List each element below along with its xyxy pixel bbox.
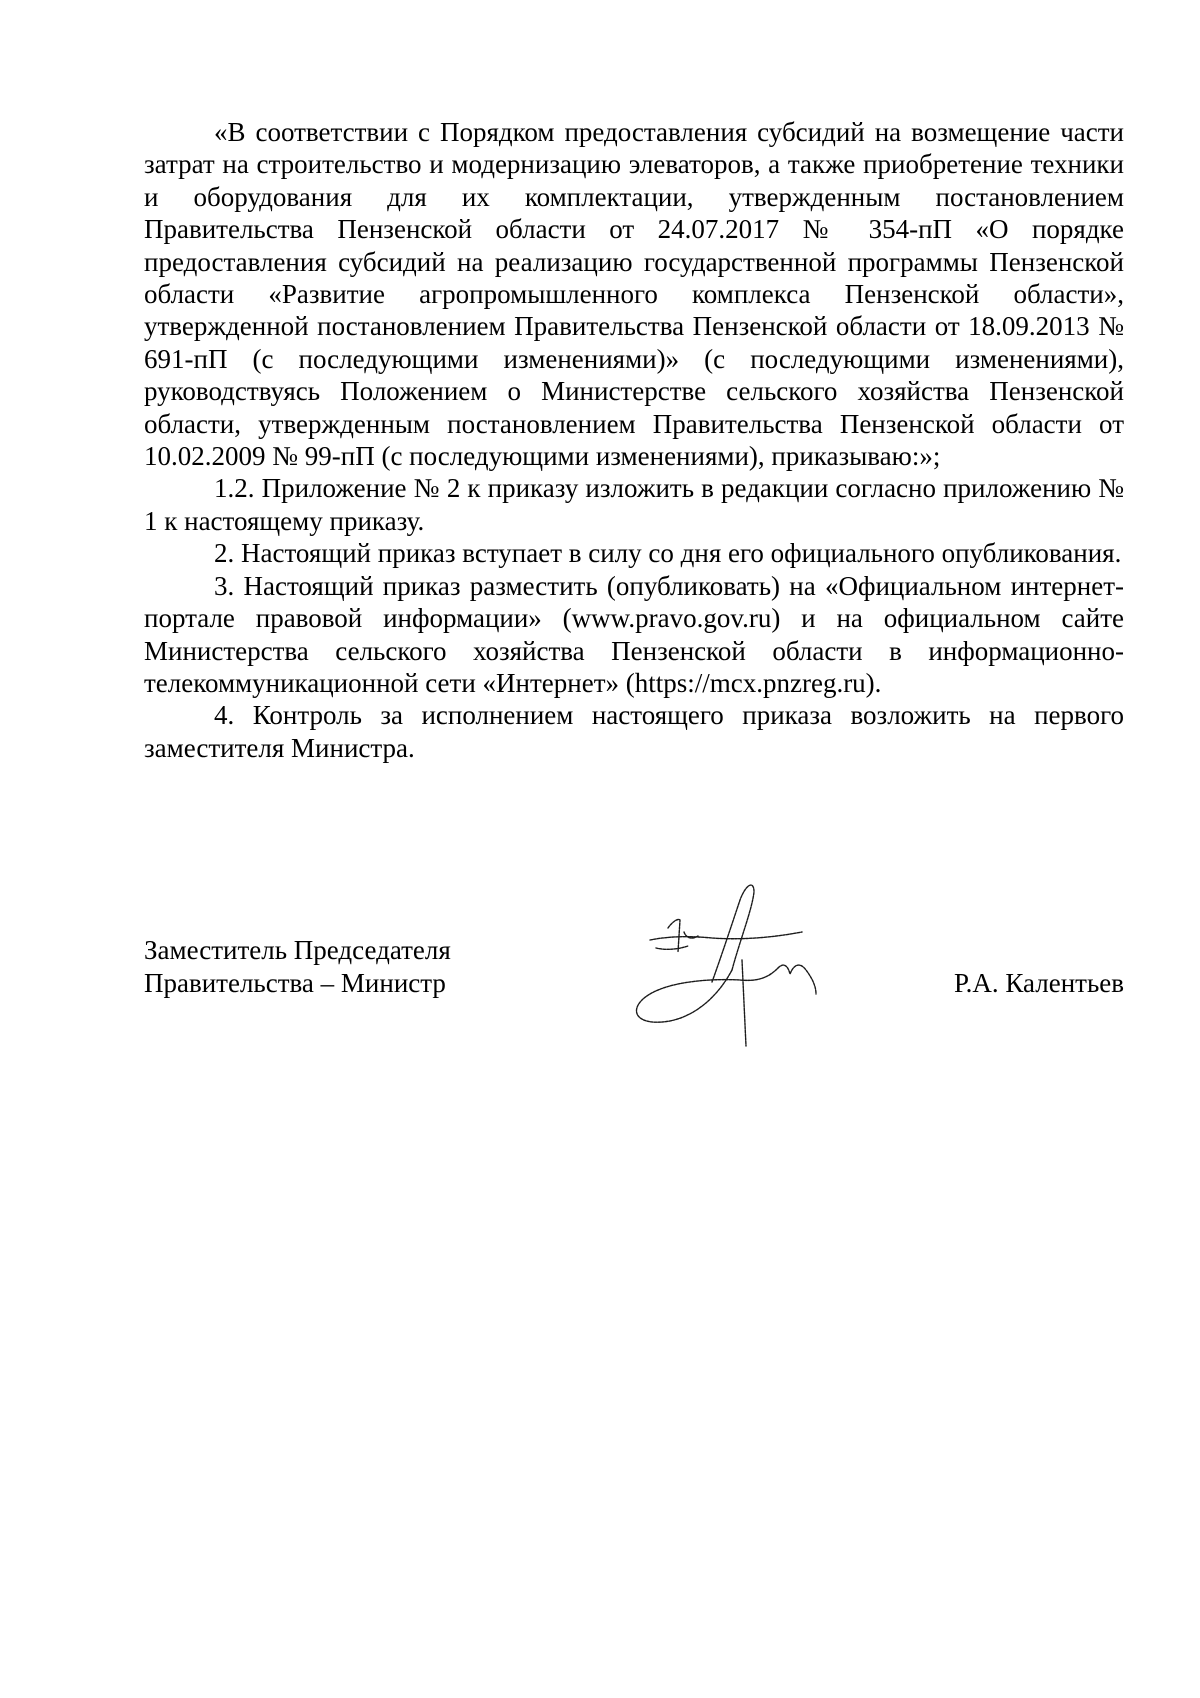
handwritten-signature xyxy=(620,870,870,1050)
paragraph-preamble: «В соответствии с Порядком предоставления субсидий на возмещение части затрат на строительство и модернизацию элеваторов, а также приобретение техники и оборудования для их комплектации, утвержденным постановлением Правительства Пензенской области от 24.07.2017 № 354-пП «О порядке предоставления субсидий на реализацию государственной программы Пензенской области «Развитие агропромышленного комплекса Пензенской области», утвержденной постановлением Правительства Пензенской области от 18.09.2013 № 691-пП (с последующими изменениями)» (с последующими изменениями), руководствуясь Положением о Министерстве сельского хозяйства Пензенской области, утвержденным постановлением Правительства Пензенской области от 10.02.2009 № 99-пП (с последующими изменениями), приказываю:»; xyxy=(144,117,1124,472)
paragraph-4: 4. Контроль за исполнением настоящего приказа возложить на первого заместителя Министра. xyxy=(144,700,1124,763)
signatory-position-line2: Правительства – Министр xyxy=(144,968,446,998)
paragraph-2: 2. Настоящий приказ вступает в силу со дня его официального опубликования. xyxy=(214,538,1122,569)
document-body xyxy=(144,116,1124,764)
signatory-position-line1: Заместитель Председателя xyxy=(144,935,451,965)
paragraph-1-2: 1.2. Приложение № 2 к приказу изложить в редакции согласно приложению № 1 к настоящему приказу. xyxy=(144,473,1124,536)
signatory-name: Р.А. Калентьев xyxy=(953,968,1124,998)
paragraph-3: 3. Настоящий приказ разместить (опубликовать) на «Официальном интернет-портале правовой информации» (www.pravo.gov.ru) и на официальном сайте Министерства сельского хозяйства Пензенской области в информационно-телекоммуникационной сети «Интернет» (https://mcx.pnzreg.ru). xyxy=(144,570,1124,698)
signatory-position xyxy=(144,934,451,1000)
